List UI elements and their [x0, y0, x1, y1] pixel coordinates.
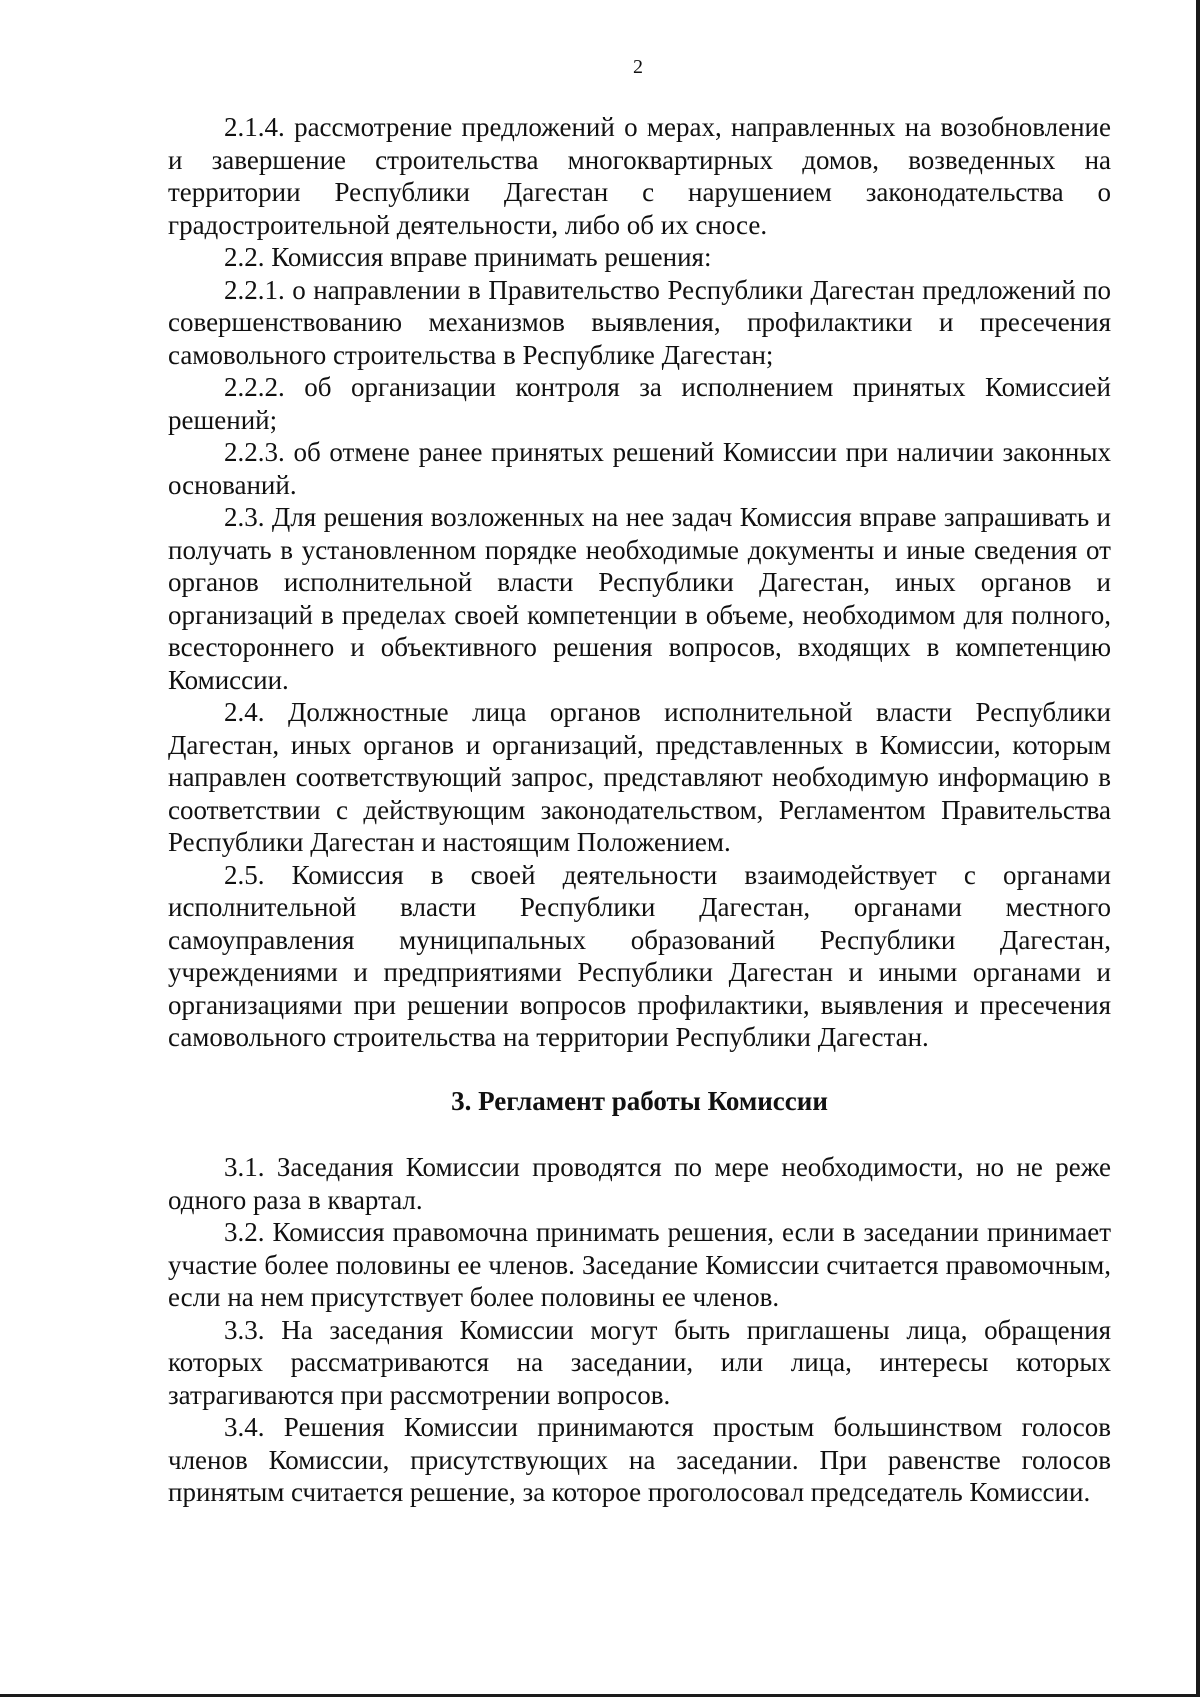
paragraph-3-3: 3.3. На заседания Комиссии могут быть приглашены лица, обращения которых рассматриваются на заседании, или лица, интересы которых затрагиваются при рассмотрении вопросов. — [168, 1314, 1111, 1410]
paragraph-2-1-4: 2.1.4. рассмотрение предложений о мерах, направленных на возобновление и завершение строительства многоквартирных домов, возведенных на территории Республики Дагестан с нарушением законодательства о градостроительной деятельности, либо об их сносе. — [168, 112, 1111, 240]
paragraph-3-4: 3.4. Решения Комиссии принимаются простым большинством голосов членов Комиссии, присутствующих на заседании. При равенстве голосов принятым считается решение, за которое проголосовал председатель Комиссии. — [168, 1412, 1111, 1507]
paragraph-2-2-2: 2.2.2. об организации контроля за исполнением принятых Комиссией решений; — [168, 372, 1111, 435]
paragraph-2-2-3: 2.2.3. об отмене ранее принятых решений Комиссии при наличии законных оснований. — [168, 437, 1111, 500]
paragraph-2-5: 2.5. Комиссия в своей деятельности взаимодействует с органами исполнительной власти Республики Дагестан, органами местного самоуправления муниципальных образований Республики Дагестан, учреждениями и предприятиями Республики Дагестан и иными органами и организациями при решении вопросов профилактики, выявления и пресечения самовольного строительства на территории Республики Дагестан. — [168, 859, 1111, 1052]
paragraph-2-2-1: 2.2.1. о направлении в Правительство Республики Дагестан предложений по совершенствованию механизмов выявления, профилактики и пресечения самовольного строительства в Республике Дагестан; — [168, 274, 1111, 370]
paragraph-3-2: 3.2. Комиссия правомочна принимать решения, если в заседании принимает участие более половины ее членов. Заседание Комиссии считается правомочным, если на нем присутствует более половины ее членов. — [168, 1217, 1111, 1312]
page-number: 2 — [633, 56, 643, 78]
paragraph-2-3: 2.3. Для решения возложенных на нее задач Комиссия вправе запрашивать и получать в установленном порядке необходимые документы и иные сведения от органов исполнительной власти Республики Дагестан, иных органов и организаций в пределах своей компетенции в объеме, необходимом для полного, всестороннего и объективного решения вопросов, входящих в компетенцию Комиссии. — [168, 502, 1111, 695]
paragraph-2-4: 2.4. Должностные лица органов исполнительной власти Республики Дагестан, иных органов и организаций, представленных в Комиссии, которым направлен соответствующий запрос, представляют необходимую информацию в соответствии с действующим законодательством, Регламентом Правительства Республики Дагестан и настоящим Положением. — [168, 697, 1111, 857]
scan-edge-right — [1196, 0, 1200, 1697]
paragraph-3-1: 3.1. Заседания Комиссии проводятся по мере необходимости, но не реже одного раза в квартал. — [168, 1152, 1111, 1215]
section-heading: 3. Регламент работы Комиссии — [451, 1085, 828, 1116]
document-body — [168, 111, 1111, 1509]
paragraph-2-2: 2.2. Комиссия вправе принимать решения: — [224, 242, 712, 272]
